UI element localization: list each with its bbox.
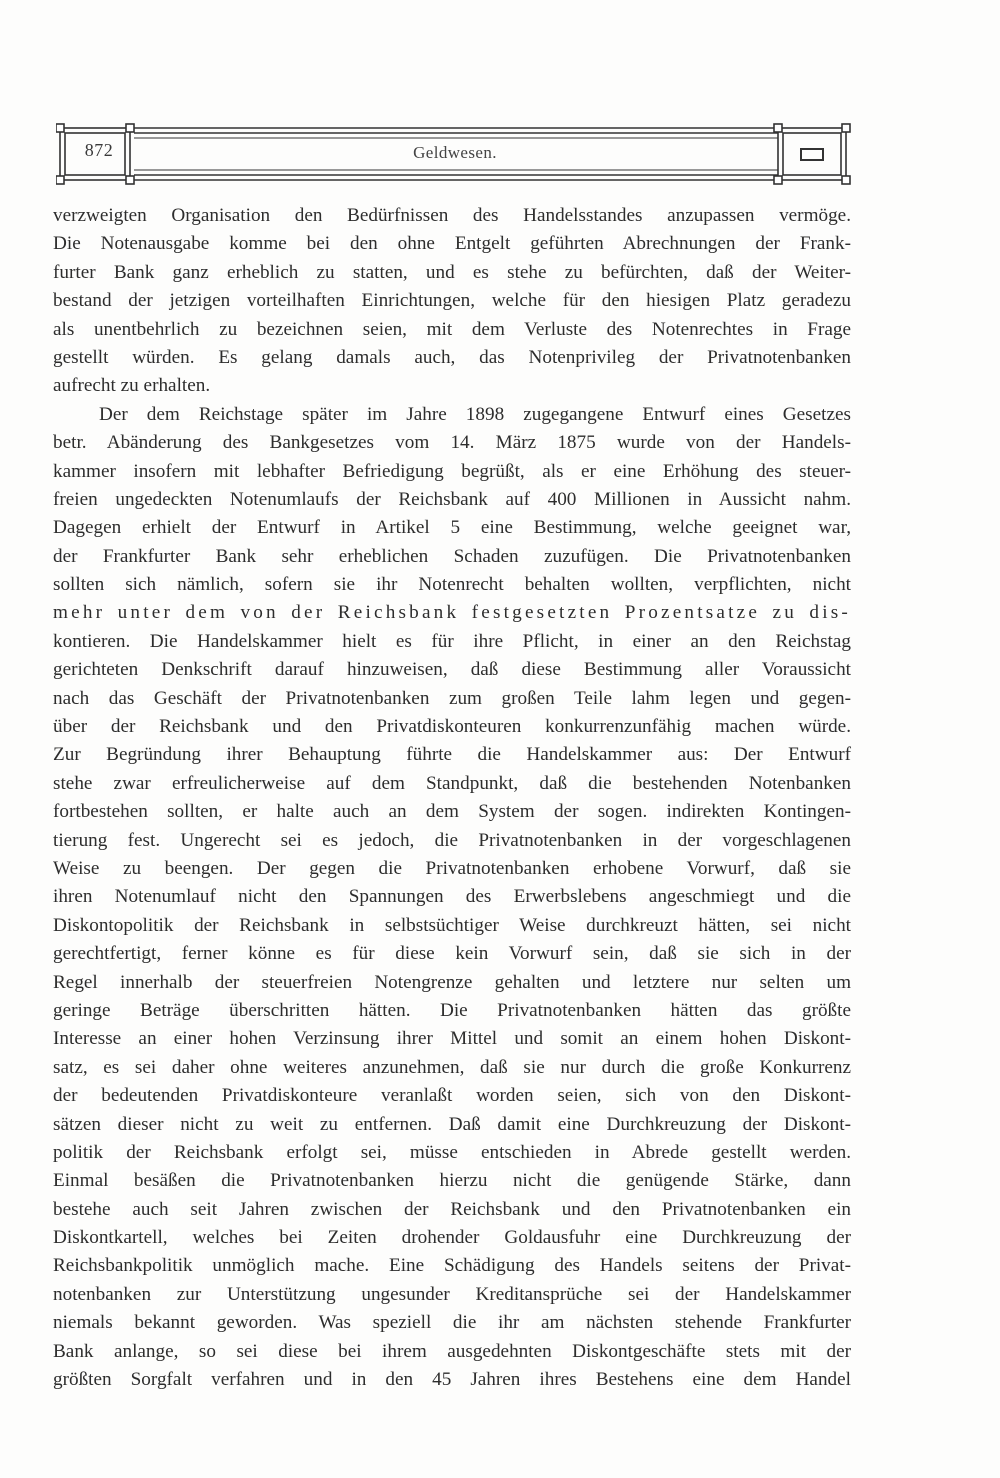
text-line: sollten sich nämlich, sofern sie ihr Notenrecht behalten wollten, verpflichten, nicht	[53, 574, 851, 596]
text-line: kammer insofern mit lebhafter Befriedigung begrüßt, als er eine Erhöhung des steuer-	[53, 460, 851, 482]
text-line: Reichsbankpolitik unmöglich mache. Eine Schädigung des Handels seitens der Privat-	[53, 1255, 851, 1277]
text-line: aufrecht zu erhalten.	[53, 375, 211, 397]
page-number: 872	[84, 140, 114, 160]
text-line: der bedeutenden Privatdiskonteure veranlaßt worden seien, sich von den Diskont-	[53, 1085, 851, 1107]
text-line: Dagegen erhielt der Entwurf in Artikel 5 eine Bestimmung, welche geeignet war,	[53, 517, 851, 539]
text-line: größten Sorgfalt verfahren und in den 45 Jahren ihres Bestehens eine dem Handel	[53, 1369, 851, 1391]
text-line: Regel innerhalb der steuerfreien Notengrenze gehalten und letztere nur selten um	[53, 971, 851, 993]
text-line: geringe Beträge überschritten hätten. Die Privatnotenbanken hätten das größte	[53, 999, 851, 1021]
text-line: Die Notenausgabe komme bei den ohne Entgelt geführten Abrechnungen der Frank-	[53, 233, 851, 255]
body-text	[53, 202, 851, 1394]
running-title: Geldwesen.	[413, 143, 497, 162]
text-line: Weise zu beengen. Der gegen die Privatnotenbanken erhobene Vorwurf, daß sie	[53, 857, 851, 879]
text-line: Zur Begründung ihrer Behauptung führte die Handelskammer aus: Der Entwurf	[53, 744, 851, 766]
text-line: Einmal besäßen die Privatnotenbanken hierzu nicht die genügende Stärke, dann	[53, 1170, 851, 1192]
text-line: tierung fest. Ungerecht sei es jedoch, die Privatnotenbanken in der vorgeschlagenen	[53, 829, 851, 851]
text-line: fortbestehen sollten, er halte auch an dem System der sogen. indirekten Kontingen-	[53, 801, 851, 823]
text-line: gerechtfertigt, ferner könne es für diese kein Vorwurf sein, daß sie sich in der	[53, 943, 851, 965]
text-line: über der Reichsbank und den Privatdiskonteuren konkurrenzunfähig machen würde.	[53, 716, 851, 738]
text-line: als unentbehrlich zu bezeichnen seien, mit dem Verluste des Notenrechtes in Frage	[53, 318, 851, 340]
text-line: ihren Notenumlauf nicht den Spannungen des Erwerbslebens angeschmiegt und die	[53, 886, 851, 908]
text-line: politik der Reichsbank erfolgt sei, müsse entschieden in Abrede gestellt werden.	[53, 1141, 851, 1163]
text-line: nach das Geschäft der Privatnotenbanken zum großen Teile lahm legen und gegen-	[53, 687, 851, 709]
text-line: Diskontkartell, welches bei Zeiten drohender Goldausfuhr eine Durchkreuzung der	[53, 1227, 851, 1249]
text-line: stehe zwar erfreulicherweise auf dem Standpunkt, daß die bestehenden Notenbanken	[53, 772, 851, 794]
text-line: gerichteten Denkschrift darauf hinzuweisen, daß diese Bestimmung aller Voraussicht	[53, 659, 851, 681]
text-line: betr. Abänderung des Bankgesetzes vom 14. März 1875 wurde von der Handels-	[53, 432, 851, 454]
text-line: furter Bank ganz erheblich zu statten, und es stehe zu befürchten, daß der Weiter-	[53, 261, 851, 283]
text-line: bestehe auch seit Jahren zwischen der Reichsbank und den Privatnotenbanken ein	[53, 1198, 851, 1220]
text-line: notenbanken zur Unterstützung ungesunder Kreditansprüche sei der Handelskammer	[53, 1283, 851, 1305]
text-line: bestand der jetzigen vorteilhaften Einrichtungen, welche für den hiesigen Platz geradezu	[53, 290, 851, 312]
text-line: freien ungedeckten Notenumlaufs der Reichsbank auf 400 Millionen in Aussicht nahm.	[53, 488, 851, 510]
spaced-emphasis-line: mehr unter dem von der Reichsbank festgesetzten Prozentsatze zu dis-	[53, 602, 851, 624]
text-line: Diskontopolitik der Reichsbank in selbstsüchtiger Weise durchkreuzt hätten, sei nicht	[53, 914, 851, 936]
text-line: kontieren. Die Handelskammer hielt es für ihre Pflicht, in einer an den Reichstag	[53, 630, 851, 652]
text-line: Interesse an einer hohen Verzinsung ihrer Mittel und somit an einem hohen Diskont-	[53, 1028, 851, 1050]
text-line: sätzen dieser nicht zu weit zu entfernen. Daß damit eine Durchkreuzung der Diskont-	[53, 1113, 851, 1135]
text-line: gestellt würden. Es gelang damals auch, das Notenprivileg der Privatnotenbanken	[53, 346, 851, 368]
text-line: der Frankfurter Bank sehr erheblichen Schaden zuzufügen. Die Privatnotenbanken	[53, 545, 851, 567]
text-line: satz, es sei daher ohne weiteres anzunehmen, daß sie nur durch die große Konkurrenz	[53, 1056, 851, 1078]
text-line: Bank anlange, so sei diese bei ihrem ausgedehnten Diskontgeschäfte stets mit der	[53, 1340, 851, 1362]
text-line: verzweigten Organisation den Bedürfnissen des Handelsstandes anzupassen vermöge.	[53, 205, 851, 226]
text-line: niemals bekannt geworden. Was speziell die ihr am nächsten stehende Frankfurter	[53, 1312, 851, 1334]
paragraph-start-line: Der dem Reichstage später im Jahre 1898 zugegangene Entwurf eines Gesetzes	[99, 403, 851, 425]
